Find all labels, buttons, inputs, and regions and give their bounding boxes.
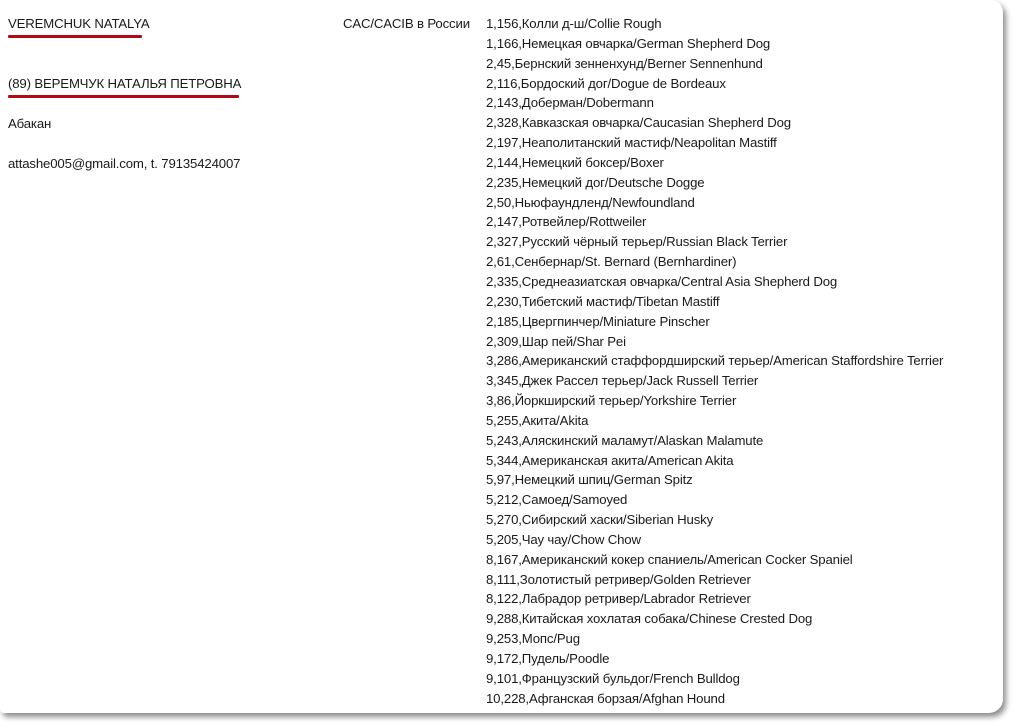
breed-item: 10,228,Афганская борзая/Afghan Hound (486, 690, 725, 706)
breed-item: 3,86,Йоркширский терьер/Yorkshire Terrier (486, 393, 737, 409)
breed-item: 2,327,Русский чёрный терьер/Russian Black Terrier (486, 234, 788, 250)
breed-item: 2,185,Цвергпинчер/Miniature Pinscher (486, 313, 710, 329)
breed-item: 2,328,Кавказская овчарка/Caucasian Shepherd Dog (486, 115, 791, 131)
breed-list (486, 14, 943, 709)
breed-item: 2,230,Тибетский мастиф/Tibetan Mastiff (486, 293, 720, 309)
breed-item: 2,197,Неаполитанский мастиф/Neapolitan Mastiff (486, 135, 777, 151)
breed-item: 8,111,Золотистый ретривер/Golden Retriever (486, 571, 751, 587)
judge-city: Абакан (8, 116, 52, 131)
breed-item: 1,166,Немецкая овчарка/German Shepherd Dog (486, 35, 771, 51)
judge-latin-name: VEREMCHUK NATALYA (8, 16, 150, 31)
breed-item: 2,50,Ньюфаундленд/Newfoundland (486, 194, 695, 210)
certification-title: CAC/CACIB в России (343, 16, 470, 31)
breed-item: 2,45,Бернский зенненхунд/Berner Sennenhund (486, 55, 763, 71)
breed-item: 2,144,Немецкий боксер/Boxer (486, 154, 664, 170)
breed-item: 2,61,Сенбернар/St. Bernard (Bernhardiner) (486, 254, 737, 270)
cyrillic-name-underline (8, 95, 239, 98)
breed-item: 3,345,Джек Рассел терьер/Jack Russell Terrier (486, 373, 759, 389)
breed-item: 5,255,Акита/Akita (486, 412, 589, 428)
judge-contact: attashe005@gmail.com, t. 79135424007 (8, 156, 241, 171)
breed-item: 2,147,Ротвейлер/Rottweiler (486, 214, 647, 230)
breed-item: 5,243,Аляскинский маламут/Alaskan Malamute (486, 432, 764, 448)
breed-item: 5,270,Сибирский хаски/Siberian Husky (486, 512, 714, 528)
breed-item: 5,344,Американская акита/American Akita (486, 452, 734, 468)
breed-item: 5,97,Немецкий шпиц/German Spitz (486, 472, 693, 488)
breed-item: 2,309,Шар пей/Shar Pei (486, 333, 626, 349)
breed-item: 2,116,Бордоский дог/Dogue de Bordeaux (486, 75, 726, 91)
breed-item: 2,335,Среднеазиатская овчарка/Central Asia Shepherd Dog (486, 273, 838, 289)
breed-item: 1,156,Колли д-ш/Collie Rough (486, 16, 662, 31)
breed-item: 5,205,Чау чау/Chow Chow (486, 531, 641, 547)
latin-name-underline (8, 35, 142, 38)
breed-item: 9,172,Пудель/Poodle (486, 651, 610, 666)
breed-item: 5,212,Самоед/Samoyed (486, 492, 628, 508)
breed-item: 2,235,Немецкий дог/Deutsche Dogge (486, 174, 705, 190)
breed-item: 3,286,Американский стаффордширский терьер/American Staffordshire Terrier (486, 353, 944, 369)
judge-cyrillic-name: (89) ВЕРЕМЧУК НАТАЛЬЯ ПЕТРОВНА (8, 76, 242, 91)
breed-item: 8,167,Американский кокер спаниель/American Cocker Spaniel (486, 551, 853, 567)
breed-item: 8,122,Лабрадор ретривер/Labrador Retriever (486, 591, 751, 607)
breed-item: 2,143,Доберман/Dobermann (486, 95, 654, 111)
breed-item: 9,253,Мопс/Pug (486, 631, 580, 647)
breed-item: 9,101,Французский бульдог/French Bulldog (486, 670, 740, 686)
breed-item: 9,288,Китайская хохлатая собака/Chinese Crested Dog (486, 611, 813, 627)
